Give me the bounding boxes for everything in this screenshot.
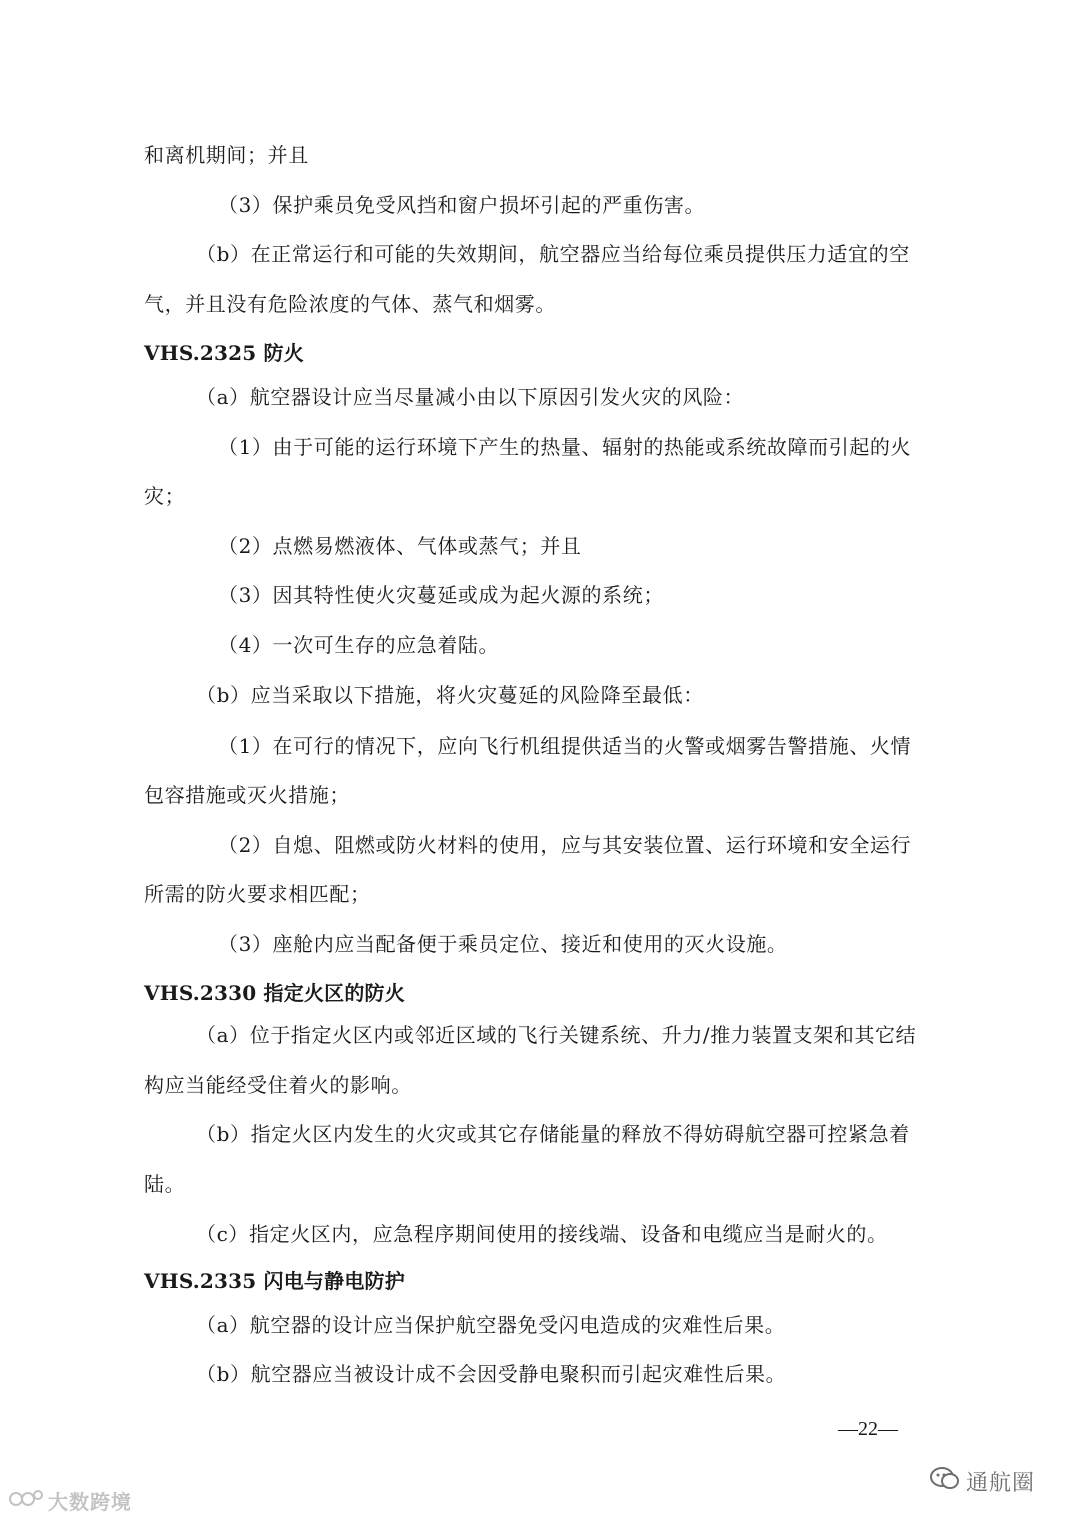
- text-line: 陆。: [144, 1172, 186, 1196]
- text-line: 和离机期间；并且: [144, 143, 309, 167]
- section-heading: VHS.2335 闪电与静电防护: [144, 1269, 405, 1293]
- text-line: （b）在正常运行和可能的失效期间，航空器应当给每位乘员提供压力适宜的空: [196, 242, 910, 266]
- text-line: （2）点燃易燃液体、气体或蒸气；并且: [218, 534, 582, 558]
- text-line: （b）应当采取以下措施，将火灾蔓延的风险降至最低：: [196, 683, 704, 707]
- text-line: （a）位于指定火区内或邻近区域的飞行关键系统、升力/推力装置支架和其它结: [196, 1023, 917, 1047]
- text-line: 气，并且没有危险浓度的气体、蒸气和烟雾。: [144, 292, 556, 316]
- watermark-right-text: 通航圈: [966, 1470, 1036, 1496]
- watermark-left: [8, 1486, 132, 1514]
- text-line: 包容措施或灭火措施；: [144, 783, 350, 807]
- watermark-right: [930, 1461, 1035, 1501]
- text-line: （1）在可行的情况下，应向飞行机组提供适当的火警或烟雾告警措施、火情: [218, 734, 912, 758]
- text-line: （b）指定火区内发生的火灾或其它存储能量的释放不得妨碍航空器可控紧急着: [196, 1122, 910, 1146]
- text-line: 灾；: [144, 484, 186, 508]
- watermark-left-text: 大数跨境: [48, 1489, 132, 1514]
- section-heading: VHS.2325 防火: [144, 341, 304, 365]
- bee-logo-icon: [8, 1486, 44, 1514]
- text-line: （c）指定火区内，应急程序期间使用的接线端、设备和电缆应当是耐火的。: [196, 1222, 888, 1246]
- text-line: （a）航空器的设计应当保护航空器免受闪电造成的灾难性后果。: [196, 1313, 786, 1337]
- text-line: （3）保护乘员免受风挡和窗户损坏引起的严重伤害。: [218, 193, 706, 217]
- text-line: 构应当能经受住着火的影响。: [144, 1073, 412, 1097]
- page-number: —22—: [838, 1418, 898, 1440]
- text-line: （3）因其特性使火灾蔓延或成为起火源的系统；: [218, 583, 664, 607]
- text-line: （2）自熄、阻燃或防火材料的使用，应与其安装位置、运行环境和安全运行: [218, 833, 912, 857]
- text-line: （b）航空器应当被设计成不会因受静电聚积而引起灾难性后果。: [196, 1362, 787, 1386]
- text-line: 所需的防火要求相匹配；: [144, 882, 371, 906]
- text-line: （1）由于可能的运行环境下产生的热量、辐射的热能或系统故障而引起的火: [218, 435, 912, 459]
- wechat-icon: [930, 1466, 960, 1496]
- text-line: （a）航空器设计应当尽量减小由以下原因引发火灾的风险：: [196, 385, 745, 409]
- section-heading: VHS.2330 指定火区的防火: [144, 981, 405, 1005]
- text-line: （3）座舱内应当配备便于乘员定位、接近和使用的灭火设施。: [218, 932, 788, 956]
- text-line: （4）一次可生存的应急着陆。: [218, 633, 500, 657]
